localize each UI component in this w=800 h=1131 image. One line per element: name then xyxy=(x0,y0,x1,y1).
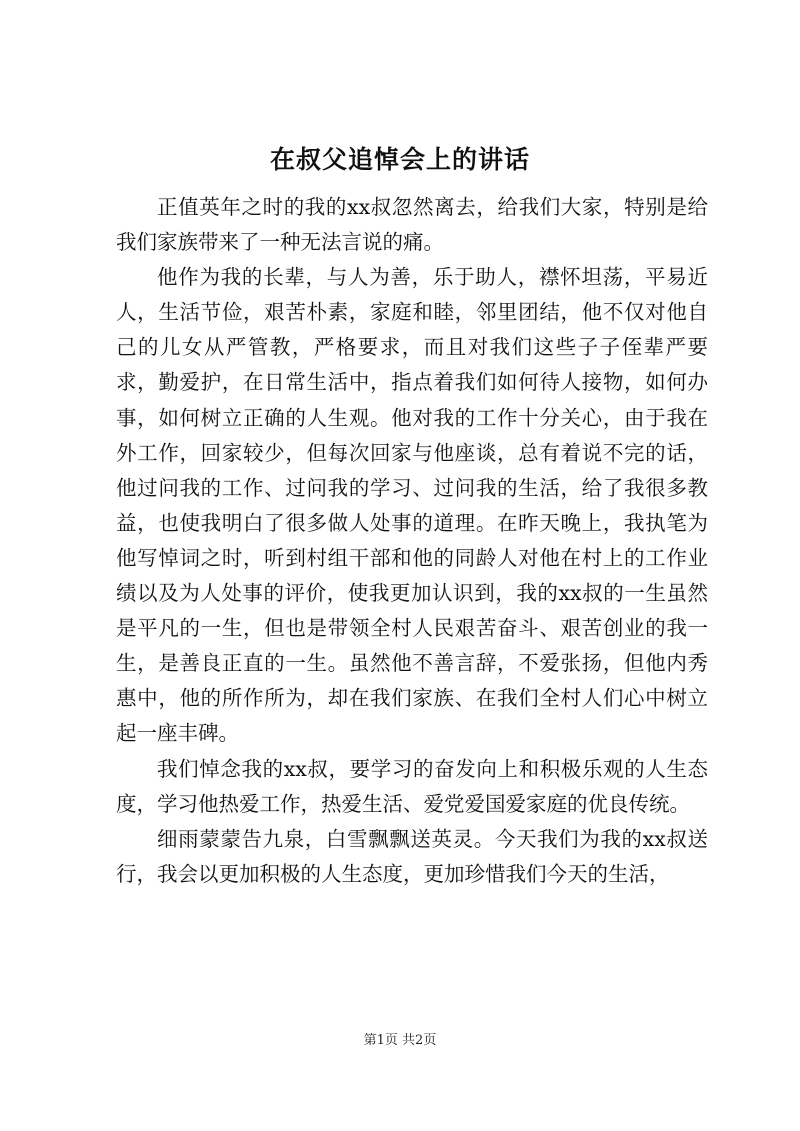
paragraph-4: 细雨蒙蒙告九泉，白雪飘飘送英灵。今天我们为我的xx叔送行，我会以更加积极的人生态度，更加珍惜我们今天的生活， xyxy=(116,826,708,886)
page-footer: 第1页 共2页 xyxy=(363,1033,437,1048)
paragraph-3: 我们悼念我的xx叔，要学习的奋发向上和积极乐观的人生态度，学习他热爱工作，热爱生活、爱党爱国爱家庭的优良传统。 xyxy=(116,756,708,816)
document-title: 在叔父追悼会上的讲话 xyxy=(269,145,530,174)
paragraph-1: 正值英年之时的我的xx叔忽然离去，给我们大家，特别是给我们家族带来了一种无法言说的痛。 xyxy=(116,195,708,255)
paragraph-2: 他作为我的长辈，与人为善，乐于助人，襟怀坦荡，平易近人，生活节俭，艰苦朴素，家庭和睦，邻里团结，他不仅对他自己的儿女从严管教，严格要求，而且对我们这些子子侄辈严要求，勤爱护，在日常生活中，指点着我们如何待人接物，如何办事，如何树立正确的人生观。他对我的工作十分关心，由于我在外工作，回家较少，但每次回家与他座谈，总有着说不完的话，他过问我的工作、过问我的学习、过问我的生活，给了我很多教益，也使我明白了很多做人处事的道理。在昨天晚上，我执笔为他写悼词之时，听到村组干部和他的同龄人对他在村上的工作业绩以及为人处事的评价，使我更加认识到，我的xx叔的一生虽然是平凡的一生，但也是带领全村人民艰苦奋斗、艰苦创业的我一生，是善良正直的一生。虽然他不善言辞，不爱张扬，但他内秀惠中，他的所作所为，却在我们家族、在我们全村人们心中树立起一座丰碑。 xyxy=(116,265,708,746)
document-body xyxy=(116,190,708,892)
